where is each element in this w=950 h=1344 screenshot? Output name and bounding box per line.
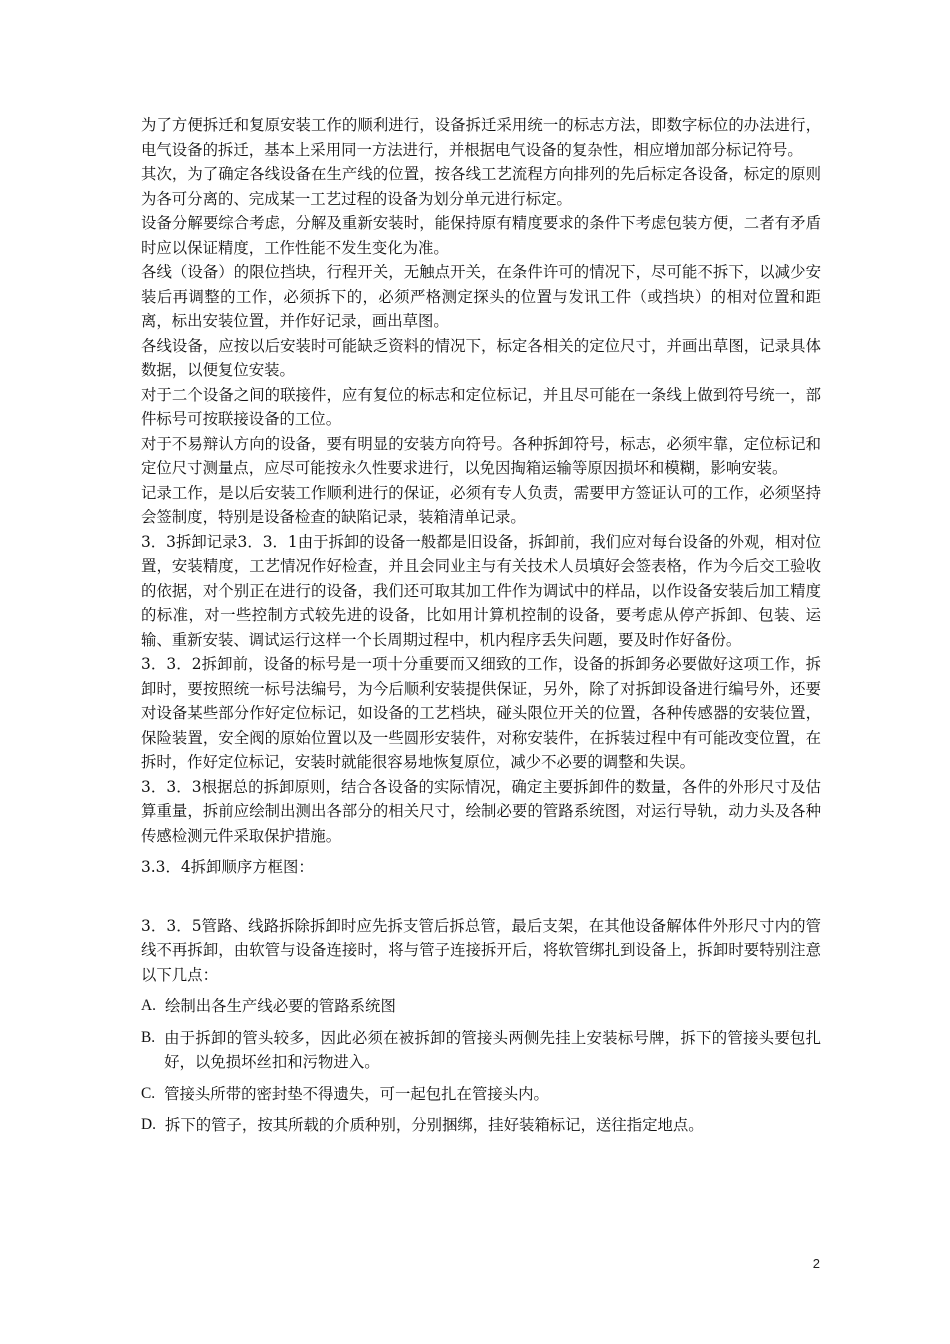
list-item xyxy=(141,1082,821,1107)
paragraph: 3．3．2拆卸前，设备的标号是一项十分重要而又细致的工作，设备的拆卸务必要做好这项工作，拆卸时，要按照统一标号法编号，为今后顺利安装提供保证，另外，除了对拆卸设备进行编号外，还要对设备某些部分作好定位标记，如设备的工艺档块，碰头限位开关的位置，各种传感器的安装位置，保险装置，安全阀的原始位置以及一些圆形安装件，对称安装件，在拆装过程中有可能改变位置，在拆时，作好定位标记，安装时就能很容易地恢复原位，减少不必要的调整和失误。 xyxy=(141,655,821,771)
paragraph: 其次，为了确定各线设备在生产线的位置，按各线工艺流程方向排列的先后标定各设备，标定的原则为各可分离的、完成某一工艺过程的设备为划分单元进行标定。 xyxy=(141,165,821,208)
diagram-placeholder xyxy=(141,880,821,907)
paragraph: 为了方便拆迁和复原安装工作的顺利进行，设备拆迁采用统一的标志方法，即数字标位的办法进行，电气设备的拆迁，基本上采用同一方法进行，并根据电气设备的复杂性，相应增加部分标记符号。 xyxy=(141,116,821,159)
list-item-label: B. xyxy=(141,1028,156,1046)
paragraph: 3．3拆卸记录3．3．1由于拆卸的设备一般都是旧设备，拆卸前，我们应对每台设备的外观，相对位置，安装精度，工艺情况作好检查，并且会同业主与有关技术人员填好会签表格，作为今后交工验收的依据，对个别正在进行的设备，我们还可取其加工件作为调试中的样品，以作设备安装后加工精度的标准，对一些控制方式较先进的设备，比如用计算机控制的设备，要考虑从停产拆卸、包装、运输、重新安装、调试运行这样一个长周期过程中，机内程序丢失问题，要及时作好备份。 xyxy=(141,532,821,649)
paragraph: 3．3．3根据总的拆卸原则，结合各设备的实际情况，确定主要拆卸件的数量，各件的外形尺寸及估算重量，拆前应绘制出测出各部分的相关尺寸，绘制必要的管路系统图，对运行导轨，动力头及各种传感检测元件采取保护措施。 xyxy=(141,777,821,845)
list-item-label: A. xyxy=(141,997,156,1014)
list-item xyxy=(141,1113,821,1138)
paragraph-diagram-caption: 3.3．4拆卸顺序方框图： xyxy=(141,858,314,876)
paragraph: 对于不易辩认方向的设备，要有明显的安装方向符号。各种拆卸符号，标志，必须牢靠，定位标记和定位尺寸测量点，应尽可能按永久性要求进行，以免因掏箱运输等原因损坏和模糊，影响安装。 xyxy=(141,434,821,477)
paragraph: 对于二个设备之间的联接件，应有复位的标志和定位标记，并且尽可能在一条线上做到符号统一，部件标号可按联接设备的工位。 xyxy=(141,385,821,428)
body-text xyxy=(141,113,821,1138)
list-item-text: 拆下的管子，按其所载的介质种别，分别捆绑，挂好装箱标记，送往指定地点。 xyxy=(164,1116,704,1134)
paragraph: 3．3．5管路、线路拆除拆卸时应先拆支管后拆总管，最后支架，在其他设备解体件外形尺寸内的管线不再拆卸，由软管与设备连接时，将与管子连接拆开后，将软管绑扎到设备上，拆卸时要特别注意以下几点： xyxy=(141,916,821,984)
page-number: 2 xyxy=(812,1256,820,1271)
list-item xyxy=(141,994,821,1019)
list-item-text: 绘制出各生产线必要的管路系统图 xyxy=(164,997,396,1015)
paragraph: 设备分解要综合考虑，分解及重新安装时，能保持原有精度要求的条件下考虑包装方便，二者有矛盾时应以保证精度，工作性能不发生变化为准。 xyxy=(141,214,821,257)
paragraph: 各线设备，应按以后安装时可能缺乏资料的情况下，标定各相关的定位尺寸，并画出草图，记录具体数据，以便复位安装。 xyxy=(141,336,821,379)
paragraph: 各线（设备）的限位挡块，行程开关，无触点开关，在条件许可的情况下，尽可能不拆下，以减少安装后再调整的工作，必须拆下的，必须严格测定探头的位置与发讯工件（或挡块）的相对位置和距离，标出安装位置，并作好记录，画出草图。 xyxy=(141,263,821,330)
paragraph: 记录工作，是以后安装工作顺利进行的保证，必须有专人负责，需要甲方签证认可的工作，必须坚持会签制度，特别是设备检查的缺陷记录，装箱清单记录。 xyxy=(141,483,821,526)
list-item-text: 管接头所带的密封垫不得遗失，可一起包扎在管接头内。 xyxy=(164,1084,549,1103)
list-item-text: 由于拆卸的管头较多，因此必须在被拆卸的管接头两侧先挂上安装标号牌，拆下的管接头要包扎好，以免损坏丝扣和污物进入。 xyxy=(164,1028,821,1071)
list-item-label: C. xyxy=(141,1084,156,1102)
list-item-label: D. xyxy=(141,1116,156,1133)
list-item xyxy=(141,1026,821,1075)
